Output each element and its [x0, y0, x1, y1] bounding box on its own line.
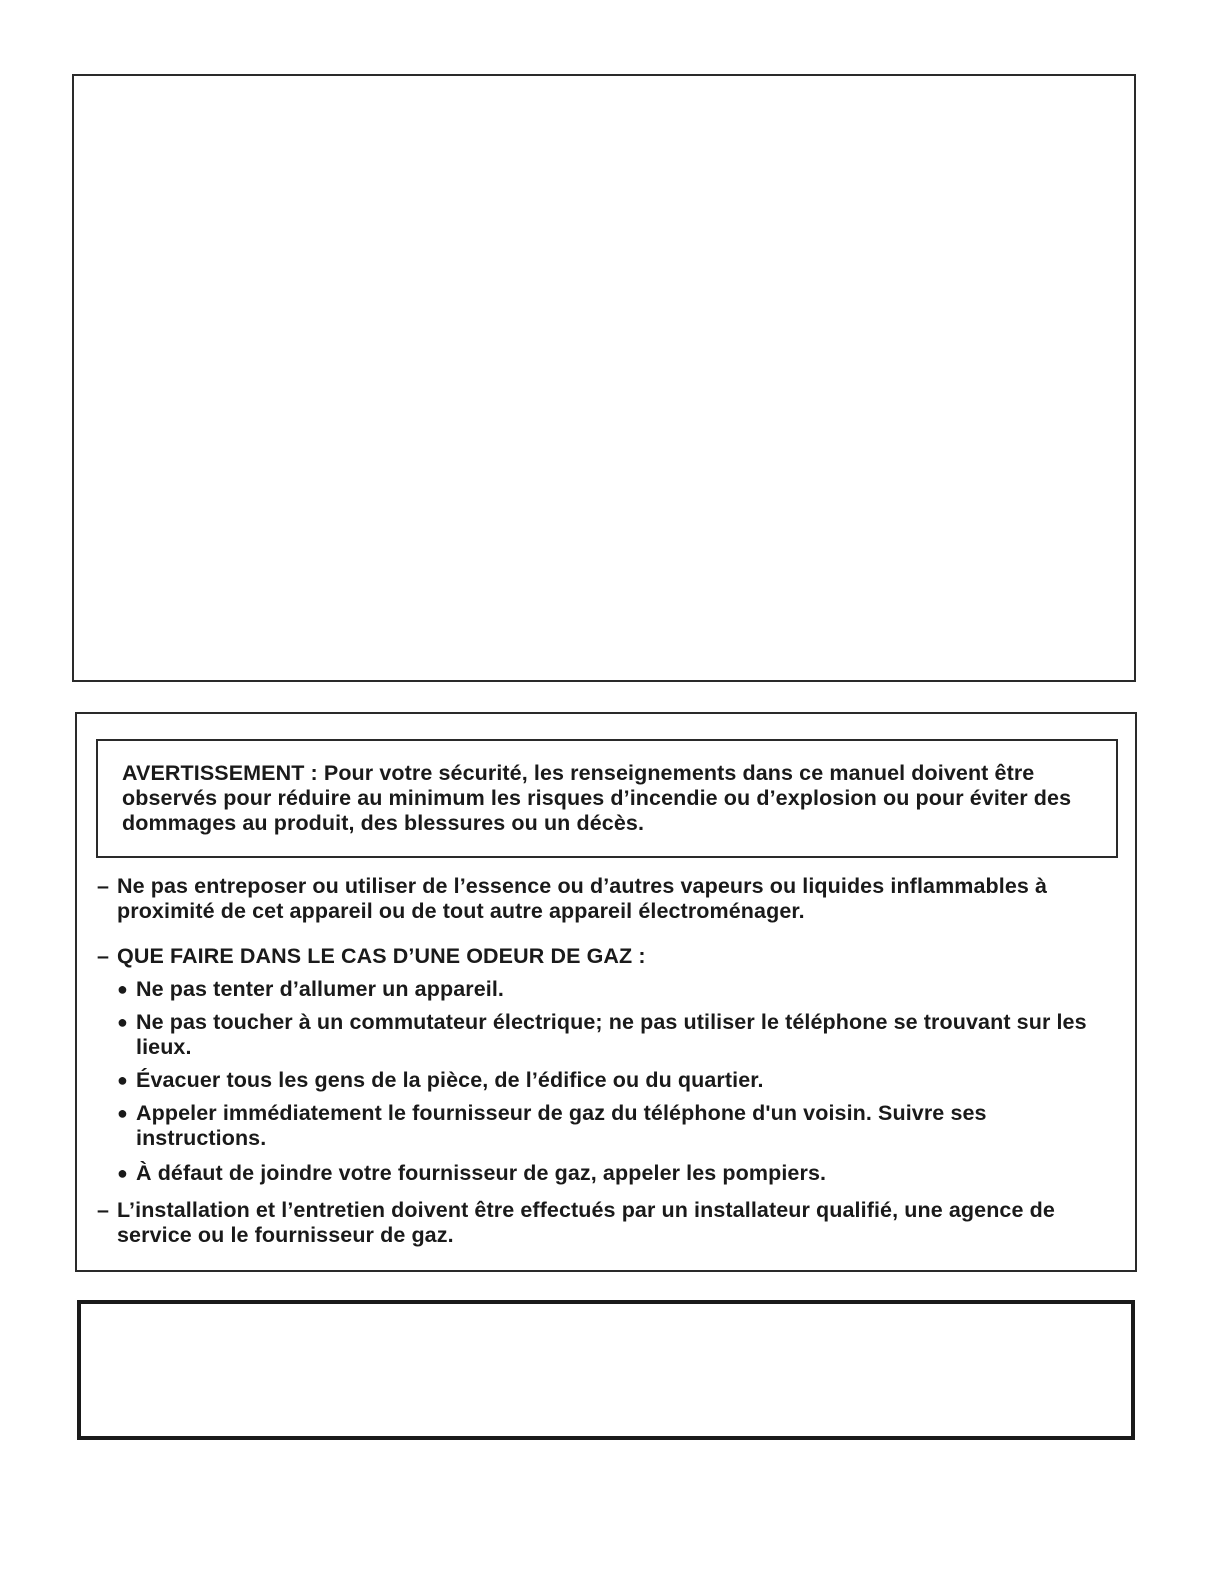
bullet-item-text: Ne pas tenter d’allumer un appareil. — [136, 977, 505, 1001]
bullet-marker: ● — [117, 1103, 128, 1123]
list-item-text: QUE FAIRE DANS LE CAS D’UNE ODEUR DE GAZ : — [117, 944, 646, 968]
bullet-item-text: Ne pas toucher à un commutateur électrique; ne pas utiliser le téléphone se trouvant sur les lieux. — [136, 1010, 1087, 1059]
safety-instructions-list — [97, 874, 1117, 1248]
blank-frame-top — [72, 74, 1136, 682]
list-item-gas-odor-heading — [97, 944, 1117, 969]
bullet-item-no-ignite — [97, 977, 1117, 1002]
bullet-marker: ● — [117, 1163, 128, 1183]
list-item-text: Ne pas entreposer ou utiliser de l’essence ou d’autres vapeurs ou liquides inflammables à proximité de cet appareil ou de tout autre appareil électroménager. — [117, 874, 1048, 923]
gas-safety-warning-panel — [75, 712, 1137, 1272]
bullet-marker: ● — [117, 979, 128, 999]
bullet-item-call-supplier — [97, 1101, 1117, 1151]
bullet-item-call-fire-dept — [97, 1161, 1117, 1186]
bullet-item-evacuate — [97, 1068, 1117, 1093]
bullet-item-no-switch — [97, 1010, 1117, 1060]
dash-marker: – — [97, 944, 110, 968]
blank-frame-bottom — [77, 1300, 1135, 1440]
bullet-marker: ● — [117, 1070, 128, 1090]
bullet-item-text: À défaut de joindre votre fournisseur de gaz, appeler les pompiers. — [136, 1161, 827, 1185]
dash-marker: – — [97, 874, 110, 898]
bullet-item-text: Appeler immédiatement le fournisseur de gaz du téléphone d'un voisin. Suivre ses instructions. — [136, 1101, 987, 1150]
bullet-marker: ● — [117, 1012, 128, 1032]
avertissement-heading: AVERTISSEMENT : Pour votre sécurité, les renseignements dans ce manuel doivent être observés pour réduire au minimum les risques d’incendie ou d’explosion ou pour éviter des dommages au produit, des blessures ou un décès. — [122, 761, 1072, 835]
list-item-no-flammables — [97, 874, 1117, 924]
avertissement-box — [96, 739, 1118, 858]
dash-marker: – — [97, 1198, 110, 1222]
bullet-item-text: Évacuer tous les gens de la pièce, de l’édifice ou du quartier. — [136, 1068, 764, 1092]
list-item-text: L’installation et l’entretien doivent être effectués par un installateur qualifié, une agence de service ou le fournisseur de gaz. — [117, 1198, 1055, 1247]
list-item-qualified-installer — [97, 1198, 1117, 1248]
